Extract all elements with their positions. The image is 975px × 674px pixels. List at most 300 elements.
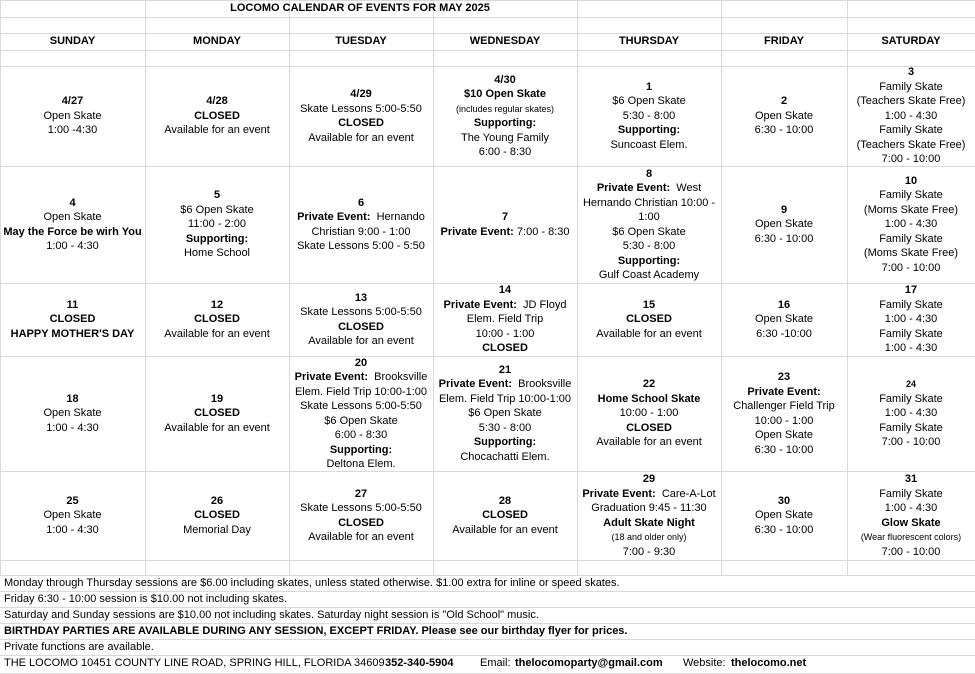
event-line: [482, 508, 528, 523]
day-cell: [0, 283, 145, 356]
event-text: 17: [904, 284, 918, 297]
event-line: [618, 123, 680, 138]
event-line: [755, 428, 813, 443]
event-line: [885, 406, 938, 421]
event-line: [582, 487, 715, 502]
page-title: LOCOMO CALENDAR OF EVENTS FOR MAY 2025: [230, 2, 490, 14]
event-text: Open Skate: [43, 407, 102, 420]
event-text: The Young Family: [460, 131, 550, 144]
event-line: [879, 298, 943, 313]
event-line: [338, 320, 384, 335]
event-line: [598, 392, 701, 407]
event-line: [864, 203, 958, 218]
event-text: 5: [213, 189, 221, 202]
day-number: [778, 494, 790, 509]
event-text: 5:30 - 8:00: [622, 240, 676, 252]
event-line: [603, 516, 695, 531]
event-line: [610, 138, 687, 153]
event-text: 1:00 - 4:30: [884, 218, 938, 231]
event-text: Family Skate: [879, 487, 943, 500]
event-text: Open Skate: [754, 429, 814, 441]
event-text: Hernando Christian 10:00 -: [582, 196, 716, 209]
event-text: 26: [210, 494, 224, 507]
event-line: [864, 246, 958, 261]
event-text: 14: [498, 284, 512, 297]
event-text: Adult Skate Night: [603, 516, 695, 529]
event-line: [885, 341, 938, 356]
event-detail: 7:00 - 8:30: [513, 225, 570, 238]
day-cell: [433, 471, 577, 560]
event-line: [164, 123, 270, 138]
event-line: [756, 327, 812, 342]
event-text: 6:30 -10:00: [756, 327, 812, 340]
event-text: 10:00 - 1:00: [619, 407, 679, 420]
event-text: 31: [904, 473, 918, 485]
event-line: [879, 123, 943, 138]
event-line: [755, 312, 813, 327]
event-text: Private Event:: [440, 225, 514, 238]
event-text: (includes regular skates): [455, 103, 555, 114]
event-line: [184, 246, 250, 261]
day-cell: [0, 166, 145, 283]
event-text: 1:00 - 4:30: [884, 407, 938, 420]
day-cell: [721, 166, 847, 283]
event-text: Family Skate: [879, 232, 943, 245]
event-line: [476, 327, 535, 342]
event-line: [626, 312, 672, 327]
day-cell: [433, 66, 577, 166]
event-line: [885, 217, 938, 232]
event-line: [308, 530, 414, 545]
day-number: [499, 283, 511, 298]
day-number: [905, 174, 917, 189]
day-number: [66, 392, 78, 407]
event-text: CLOSED: [194, 313, 240, 326]
event-line: [46, 421, 99, 436]
event-line: [439, 392, 571, 407]
day-number: [211, 392, 223, 407]
event-text: Family Skate: [879, 298, 943, 311]
event-line: [464, 87, 546, 102]
event-line: [747, 385, 820, 400]
event-text: 11: [66, 298, 79, 311]
event-line: [338, 516, 384, 531]
event-line: [599, 268, 699, 283]
event-text: $6 Open Skate: [180, 203, 254, 216]
event-line: [300, 399, 422, 414]
event-line: [467, 312, 543, 327]
day-cell: [847, 283, 975, 356]
event-text: (Moms Skate Free): [863, 203, 959, 216]
event-text: Family Skate: [879, 124, 943, 137]
event-line: [43, 508, 101, 523]
event-text: 6:00 - 8:30: [334, 429, 388, 441]
day-cell: [577, 283, 721, 356]
event-text: 1:00 - 4:30: [46, 421, 99, 434]
event-line: [596, 435, 702, 450]
event-text: 1:00 - 4:30: [884, 342, 938, 355]
event-text: 11:00 - 2:00: [188, 218, 246, 231]
weekday-wednesday: WEDNESDAY: [469, 35, 541, 47]
event-line: [335, 428, 388, 443]
event-line: [482, 341, 528, 356]
event-line: [338, 116, 384, 131]
event-line: [46, 523, 99, 538]
day-cell: [577, 166, 721, 283]
event-line: [474, 116, 536, 131]
event-line: [591, 501, 706, 516]
event-text: 16: [777, 298, 791, 311]
day-number: [211, 494, 223, 509]
day-cell: [145, 283, 289, 356]
event-line: [456, 102, 554, 117]
event-line: [879, 392, 943, 407]
event-line: [885, 312, 938, 327]
event-text: 7:00 - 10:00: [881, 261, 941, 274]
event-text: CLOSED: [194, 407, 240, 420]
footer-private-functions: Private functions are available.: [4, 641, 154, 653]
day-number: [62, 94, 83, 109]
event-text: 7:00 - 9:30: [622, 545, 676, 558]
event-line: [879, 80, 943, 95]
event-line: [861, 530, 961, 545]
event-text: 28: [498, 494, 512, 507]
event-line: [479, 145, 532, 160]
day-cell: [289, 166, 433, 283]
day-cell: [433, 356, 577, 471]
day-cell: [721, 66, 847, 166]
event-text: 18: [66, 392, 79, 405]
footer-email-label: Email:: [480, 657, 511, 669]
event-text: 5:30 - 8:00: [622, 109, 676, 122]
day-number: [502, 210, 508, 225]
event-line: [300, 501, 422, 516]
event-text: 1: [645, 80, 653, 93]
event-text: Private Event:: [294, 371, 369, 383]
event-line: [164, 421, 270, 436]
event-line: [452, 523, 558, 538]
day-number: [778, 298, 790, 313]
event-text: Glow Skate: [881, 516, 941, 529]
event-text: CLOSED: [482, 509, 528, 522]
event-text: 4/29: [350, 88, 372, 100]
event-text: Family Skate: [879, 80, 943, 93]
event-text: 4/30: [494, 73, 516, 86]
day-cell: [0, 356, 145, 471]
event-text: 27: [354, 487, 368, 500]
event-text: CLOSED: [49, 313, 96, 326]
event-line: [755, 232, 814, 247]
weekday-header-row: [0, 33, 975, 50]
day-cell: [847, 471, 975, 560]
event-text: Private Event:: [747, 385, 821, 398]
event-line: [597, 181, 701, 196]
footer-phone: 352-340-5904: [385, 657, 454, 669]
day-cell: [0, 66, 145, 166]
event-line: [611, 530, 686, 545]
event-text: Supporting:: [473, 436, 537, 449]
day-number: [499, 494, 511, 509]
event-text: 22: [642, 378, 656, 391]
day-number: [69, 196, 75, 211]
day-cell: [721, 471, 847, 560]
weekday-friday: FRIDAY: [764, 35, 804, 47]
event-text: 10:00 - 1:00: [475, 327, 535, 340]
event-text: 7: [501, 211, 509, 223]
event-line: [460, 450, 549, 465]
event-line: [183, 523, 251, 538]
event-line: [879, 421, 943, 436]
event-line: [755, 443, 814, 458]
event-text: 6: [357, 196, 365, 209]
event-text: Home School: [183, 247, 251, 260]
event-text: 10:00 - 1:00: [754, 414, 814, 427]
event-text: CLOSED: [338, 117, 384, 129]
event-line: [755, 508, 813, 523]
day-number: [905, 472, 917, 487]
event-text: 7:00 - 10:00: [881, 153, 941, 166]
event-text: 1:00 - 4:30: [46, 523, 99, 536]
event-text: 4: [69, 196, 76, 209]
day-number: [646, 167, 652, 182]
event-line: [755, 414, 814, 429]
day-number: [646, 80, 652, 95]
event-line: [882, 152, 941, 167]
event-line: [311, 225, 410, 240]
footer-note-weekday-pricing: Monday through Thursday sessions are $6.00 including skates, unless stated otherwise. $1.00 extra for inline or speed skates.: [4, 577, 620, 589]
event-text: Deltona Elem.: [326, 458, 396, 470]
event-line: [194, 406, 240, 421]
event-line: [755, 217, 813, 232]
event-text: Available for an event: [164, 124, 270, 137]
event-text: 24: [905, 379, 916, 390]
day-number: [355, 356, 367, 371]
event-text: Christian 9:00 - 1:00: [311, 225, 411, 238]
event-text: Family Skate: [879, 327, 943, 340]
event-text: 6:30 - 10:00: [754, 232, 814, 245]
event-text: $6 Open Skate: [612, 225, 686, 238]
event-text: Private Event:: [297, 211, 371, 223]
event-line: [461, 131, 549, 146]
event-text: Skate Lessons 5:00-5:50: [300, 502, 422, 514]
event-text: CLOSED: [194, 109, 240, 122]
day-number: [781, 203, 787, 218]
event-line: [50, 312, 96, 327]
event-text: Skate Lessons 5:00-5:50: [300, 400, 422, 412]
event-text: 29: [642, 473, 656, 485]
event-text: Private Event:: [438, 378, 513, 391]
event-text: 6:30 - 10:00: [754, 443, 814, 456]
day-number: [358, 196, 364, 211]
event-text: 23: [777, 371, 791, 383]
weekday-sunday: SUNDAY: [49, 35, 96, 47]
event-line: [612, 225, 685, 240]
event-text: 7:00 - 10:00: [881, 436, 941, 449]
event-text: 7:00 - 10:00: [881, 545, 941, 558]
event-text: 1:00 -4:30: [47, 124, 98, 137]
event-text: Family Skate: [879, 421, 943, 434]
event-line: [308, 131, 414, 146]
event-text: CLOSED: [626, 421, 672, 434]
event-text: 1:00 - 4:30: [46, 240, 99, 252]
event-line: [194, 109, 240, 124]
event-line: [324, 414, 397, 429]
event-text: 9: [780, 203, 788, 216]
day-cell: [0, 471, 145, 560]
event-text: (Wear fluorescent colors): [860, 532, 962, 542]
day-number: [350, 87, 371, 102]
event-text: 12: [210, 298, 224, 311]
event-text: Elem. Field Trip: [466, 313, 544, 326]
event-line: [879, 487, 943, 502]
footer-website-label: Website:: [683, 657, 726, 669]
day-cell: [577, 471, 721, 560]
event-text: Available for an event: [308, 335, 414, 347]
event-line: [857, 94, 966, 109]
event-line: [330, 443, 392, 458]
event-line: [297, 239, 425, 254]
event-line: [43, 406, 101, 421]
day-number: [66, 494, 78, 509]
event-line: [879, 188, 943, 203]
event-line: [194, 508, 240, 523]
event-text: Private Event:: [582, 487, 656, 500]
event-text: Supporting:: [329, 443, 393, 456]
weekday-saturday: SATURDAY: [881, 35, 941, 47]
event-text: Suncoast Elem.: [610, 138, 688, 151]
event-line: [295, 370, 428, 385]
day-cell: [289, 66, 433, 166]
day-cell: [289, 471, 433, 560]
event-line: [623, 239, 676, 254]
day-cell: [577, 356, 721, 471]
weekday-thursday: THURSDAY: [618, 35, 680, 47]
day-cell: [433, 283, 577, 356]
event-line: [596, 327, 702, 342]
event-detail: West: [670, 182, 702, 194]
event-detail: Care-A-Lot: [655, 487, 716, 500]
event-text: Family Skate: [879, 392, 943, 405]
event-text: Graduation 9:45 - 11:30: [591, 502, 707, 514]
event-line: [46, 239, 99, 254]
event-text: CLOSED: [338, 516, 384, 529]
day-number: [214, 188, 220, 203]
event-text: Supporting:: [473, 117, 537, 129]
day-number: [499, 363, 511, 378]
day-cell: [145, 356, 289, 471]
event-line: [479, 421, 532, 436]
event-line: [474, 435, 536, 450]
day-cell: [847, 166, 975, 283]
day-cell: [721, 283, 847, 356]
event-detail: JD Floyd: [516, 298, 567, 311]
event-text: 6:00 - 8:30: [478, 146, 532, 158]
event-line: [623, 545, 676, 560]
event-text: $6 Open Skate: [612, 95, 686, 108]
event-text: $10 Open Skate: [464, 88, 546, 100]
footer-note-weekend-pricing: Saturday and Sunday sessions are $10.00 not including skates. Saturday night session is "Old School" music.: [4, 609, 539, 621]
event-text: Open Skate: [43, 109, 102, 122]
day-number: [643, 377, 655, 392]
day-number: [355, 487, 367, 502]
event-text: 4/27: [61, 95, 84, 108]
event-text: Skate Lessons 5:00-5:50: [300, 306, 422, 318]
event-text: 3: [907, 66, 915, 79]
event-text: Private Event:: [596, 182, 671, 194]
event-text: (Teachers Skate Free): [856, 138, 966, 151]
day-cell: [721, 356, 847, 471]
day-number: [67, 298, 79, 313]
day-cell: [289, 283, 433, 356]
event-line: [439, 377, 572, 392]
event-line: [186, 232, 248, 247]
event-text: Available for an event: [452, 523, 558, 536]
event-line: [755, 123, 814, 138]
event-text: CLOSED: [194, 509, 240, 522]
footer-website-link[interactable]: thelocomo.net: [731, 657, 807, 669]
event-text: 4/28: [206, 95, 228, 108]
event-line: [583, 196, 715, 211]
event-detail: Hernando: [370, 211, 425, 223]
event-text: 1:00 - 4:30: [884, 109, 938, 122]
event-line: [879, 232, 943, 247]
event-text: Open Skate: [754, 218, 814, 231]
event-text: Open Skate: [754, 313, 814, 326]
event-text: (Teachers Skate Free): [856, 95, 966, 108]
event-line: [755, 109, 813, 124]
event-line: [612, 94, 685, 109]
footer-note-friday-pricing: Friday 6:30 - 10:00 session is $10.00 not including skates.: [4, 593, 288, 605]
day-cell: [145, 471, 289, 560]
event-text: CLOSED: [626, 313, 672, 326]
event-text: Supporting:: [185, 232, 249, 245]
event-text: Home School Skate: [597, 392, 701, 405]
footer-email-link[interactable]: thelocomoparty@gmail.com: [515, 657, 663, 669]
day-number: [211, 298, 223, 313]
day-number: [906, 377, 916, 392]
event-line: [885, 109, 938, 124]
day-cell: [145, 66, 289, 166]
event-text: Challenger Field Trip: [733, 400, 835, 412]
weekday-monday: MONDAY: [193, 35, 241, 47]
event-line: [620, 406, 679, 421]
event-line: [43, 210, 101, 225]
event-text: Supporting:: [617, 254, 681, 267]
event-line: [326, 457, 395, 472]
event-text: $6 Open Skate: [468, 407, 542, 420]
event-text: CLOSED: [338, 320, 384, 333]
event-line: [300, 102, 422, 117]
event-text: 1:00 - 4:30: [884, 313, 938, 326]
day-number: [643, 472, 655, 487]
event-text: 1:00 - 4:30: [884, 502, 938, 514]
event-text: 25: [66, 494, 79, 507]
event-line: [164, 327, 270, 342]
event-text: May the Force be wirh You: [3, 225, 142, 238]
event-line: [623, 109, 676, 124]
footer-birthday-parties: BIRTHDAY PARTIES ARE AVAILABLE DURING ANY SESSION, EXCEPT FRIDAY. Please see our birthday flyer for prices.: [4, 625, 628, 637]
event-text: 8: [645, 167, 653, 180]
event-text: (Moms Skate Free): [863, 247, 959, 260]
day-cell: [433, 166, 577, 283]
event-text: 13: [354, 291, 368, 304]
event-line: [188, 217, 246, 232]
event-text: Skate Lessons 5:00 - 5:50: [297, 240, 425, 252]
event-text: 21: [498, 363, 512, 376]
day-number: [781, 94, 787, 109]
event-line: [444, 298, 567, 313]
event-text: 2: [780, 95, 788, 108]
